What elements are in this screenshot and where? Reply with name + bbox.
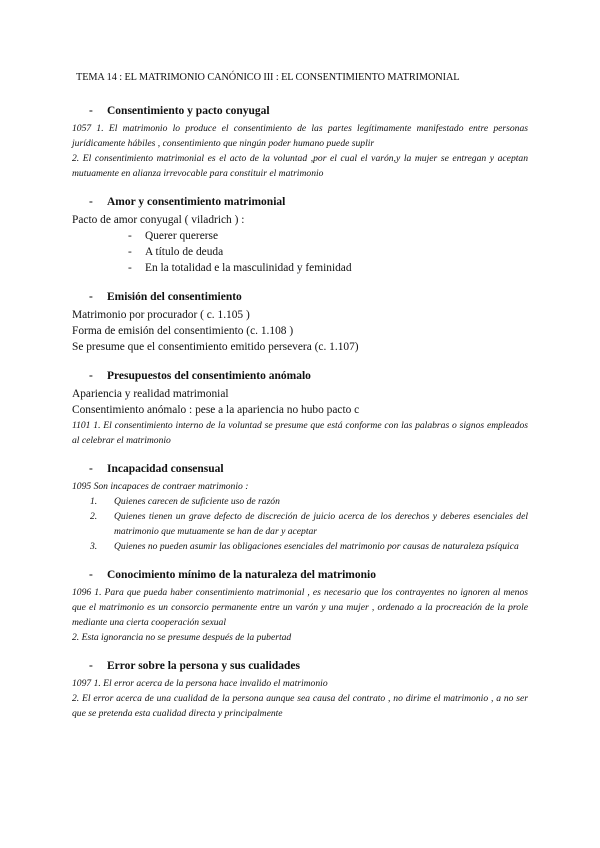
list-item [128,244,528,260]
heading-dash: - [89,569,93,581]
heading-text: Incapacidad consensual [107,463,224,475]
canon-paragraph: 1101 1. El consentimiento interno de la voluntad se presume que está conforme con las palabras o signos empleados al celebrar el matrimonio [72,420,528,446]
text-line: Forma de emisión del consentimiento (c. 1.108 ) [72,325,294,337]
text-line: Se presume que el consentimiento emitido persevera (c. 1.107) [72,341,359,353]
item-text: Quienes carecen de suficiente uso de razón [114,496,280,507]
section-conocimiento-minimo [72,569,528,645]
heading-text: Error sobre la persona y sus cualidades [107,660,300,672]
item-text: Quienes no pueden asumir las obligaciones esenciales del matrimonio por causas de naturaleza psíquica [114,541,519,552]
section-consentimiento-pacto [72,105,528,181]
heading-text: Emisión del consentimiento [107,291,242,303]
heading-text: Conocimiento mínimo de la naturaleza del matrimonio [107,569,376,581]
canon-paragraph: 1096 1. Para que pueda haber consentimiento matrimonial , es necesario que los contrayentes no ignoren al menos que el matrimonio es un consorcio permanente entre un varón y una mujer , ordenado a la procreación de la prole mediante una cierta cooperación sexual [72,587,528,628]
heading-dash: - [89,370,93,382]
item-text: A título de deuda [145,246,224,258]
item-dash: - [128,230,132,242]
section-heading [89,463,528,475]
document-page [72,72,528,736]
heading-text: Consentimiento y pacto conyugal [107,105,270,117]
list-item [128,260,528,276]
list-item [90,494,528,509]
text-line: Pacto de amor conyugal ( viladrich ) : [72,214,245,226]
section-heading [89,105,528,117]
text-line: Apariencia y realidad matrimonial [72,388,229,400]
section-heading [89,291,528,303]
section-incapacidad-consensual [72,463,528,554]
section-heading [89,370,528,382]
section-amor-consentimiento [72,196,528,276]
bullet-list [72,228,528,276]
section-heading [89,569,528,581]
item-number: 2. [90,511,98,522]
section-heading [89,660,528,672]
item-text: En la totalidad e la masculinidad y feminidad [145,262,352,274]
list-item [90,509,528,539]
item-dash: - [128,262,132,274]
item-number: 1. [90,496,98,507]
heading-dash: - [89,660,93,672]
section-error-persona [72,660,528,721]
item-dash: - [128,246,132,258]
text-line: Matrimonio por procurador ( c. 1.105 ) [72,309,250,321]
list-item [128,228,528,244]
canon-paragraph: 2. El consentimiento matrimonial es el acto de la voluntad ,por el cual el varón,y la mujer se entregan y aceptan mutuamente en alianza irrevocable para constituir el matrimonio [72,153,528,179]
heading-dash: - [89,105,93,117]
canon-paragraph: 2. Esta ignorancia no se presume después de la pubertad [72,632,292,643]
canon-intro: 1095 Son incapaces de contraer matrimonio : [72,481,249,492]
canon-paragraph: 1097 1. El error acerca de la persona hace invalido el matrimonio [72,678,328,689]
heading-dash: - [89,196,93,208]
item-number: 3. [90,541,98,552]
section-presupuestos-anomalo [72,370,528,448]
canon-paragraph: 1057 1. El matrimonio lo produce el consentimiento de las partes legítimamente manifestado entre personas jurídicamente hábiles , consentimiento que ningún poder humano puede suplir [72,123,528,149]
page-title: TEMA 14 : EL MATRIMONIO CANÓNICO III : EL CONSENTIMIENTO MATRIMONIAL [76,72,460,83]
section-emision-consentimiento [72,291,528,355]
item-text: Querer quererse [145,230,219,242]
item-text: Quienes tienen un grave defecto de discreción de juicio acerca de los derechos y deberes esenciales del matrimonio que mutuamente se han de dar y aceptar [114,511,528,537]
heading-dash: - [89,463,93,475]
heading-text: Amor y consentimiento matrimonial [107,196,286,208]
heading-text: Presupuestos del consentimiento anómalo [107,370,311,382]
numbered-list [72,494,528,554]
list-item [90,539,528,554]
text-line: Consentimiento anómalo : pese a la apariencia no hubo pacto c [72,404,360,416]
heading-dash: - [89,291,93,303]
canon-paragraph: 2. El error acerca de una cualidad de la persona aunque sea causa del contrato , no dirime el matrimonio , a no ser que se pretenda esta cualidad directa y principalmente [72,693,528,719]
section-heading [89,196,528,208]
